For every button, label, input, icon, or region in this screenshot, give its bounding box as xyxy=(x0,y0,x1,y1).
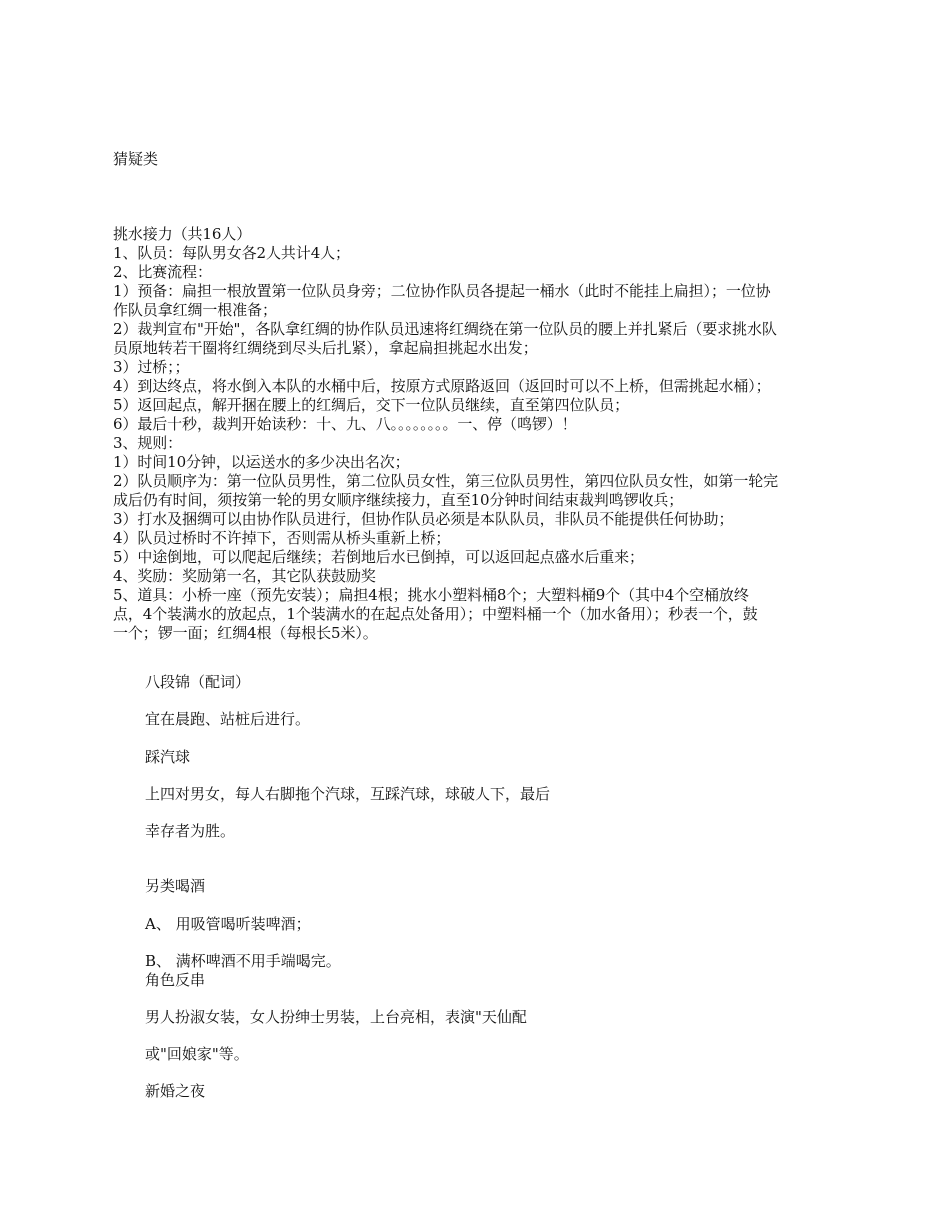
wedding-night-title: 新婚之夜 xyxy=(145,1082,206,1100)
relay-line: 2）队员顺序为：第一位队员男性，第二位队员女性，第三位队员男性，第四位队员女性，如第一轮完 xyxy=(113,472,779,490)
relay-line: 6）最后十秒，裁判开始读秒：十、九、八。。。。。。。。一、停（鸣锣）！ xyxy=(113,415,577,433)
relay-line: 1、队员：每队男女各2人共计4人； xyxy=(113,244,350,262)
relay-line: 3、规则： xyxy=(113,434,183,452)
relay-line: 5）返回起点，解开捆在腰上的红绸后，交下一位队员继续，直至第四位队员； xyxy=(113,396,630,414)
relay-line: 3）过桥；； xyxy=(113,358,190,376)
relay-line: 1）预备：扁担一根放置第一位队员身旁；二位协作队员各提起一桶水（此时不能挂上扁担）；一位协 xyxy=(113,282,771,300)
relay-line: 4）队员过桥时不许掉下，否则需从桥头重新上桥； xyxy=(113,529,451,547)
balloon-line-1: 上四对男女，每人右脚拖个汽球，互踩汽球，球破人下，最后 xyxy=(145,785,551,803)
section-title: 猜疑类 xyxy=(113,150,159,168)
relay-line: 成后仍有时间，须按第一轮的男女顺序继续接力，直至10分钟时间结束裁判鸣锣收兵； xyxy=(113,491,684,509)
role-swap-line-2: 或"回娘家"等。 xyxy=(145,1045,249,1063)
relay-line: 作队员拿红绸一根准备； xyxy=(113,301,277,319)
relay-line: 3）打水及捆绸可以由协作队员进行，但协作队员必须是本队队员，非队员不能提供任何协助； xyxy=(113,510,734,528)
role-swap-title: 角色反串 xyxy=(145,971,206,989)
relay-line: 2）裁判宣布"开始"，各队拿红绸的协作队员迅速将红绸绕在第一位队员的腰上并扎紧后（要求挑水队 xyxy=(113,320,777,338)
drinking-title: 另类喝酒 xyxy=(145,877,206,895)
relay-line: 点，4个装满水的放起点，1个装满水的在起点处备用）；中塑料桶一个（加水备用）；秒表一个，鼓 xyxy=(113,605,758,623)
relay-line: 1）时间10分钟，以运送水的多少决出名次； xyxy=(113,453,410,471)
relay-heading: 挑水接力（共16人） xyxy=(113,225,252,243)
relay-line: 4、奖励：奖励第一名，其它队获鼓励奖 xyxy=(113,567,376,585)
relay-line: 5、道具：小桥一座（预先安装）；扁担4根；挑水小塑料桶8个；大塑料桶9个（其中4个空桶放终 xyxy=(113,586,749,604)
relay-line: 4）到达终点，将水倒入本队的水桶中后，按原方式原路返回（返回时可以不上桥，但需挑起水桶）； xyxy=(113,377,771,395)
role-swap-line-1: 男人扮淑女装，女人扮绅士男装，上台亮相，表演"天仙配 xyxy=(145,1008,527,1026)
drinking-item-a: A、 用吸管喝听装啤酒； xyxy=(145,915,311,933)
relay-line: 5）中途倒地，可以爬起后继续；若倒地后水已倒掉，可以返回起点盛水后重来； xyxy=(113,548,644,566)
baduanjin-note: 宜在晨跑、站桩后进行。 xyxy=(145,710,311,728)
relay-line: 2、比赛流程： xyxy=(113,263,212,281)
relay-line: 一个；锣一面；红绸4根（每根长5米）。 xyxy=(113,624,378,642)
balloon-line-2: 幸存者为胜。 xyxy=(145,822,236,840)
relay-rules-block xyxy=(113,225,843,643)
relay-line: 员原地转若干圈将红绸绕到尽头后扎紧），拿起扁担挑起水出发； xyxy=(113,339,538,357)
balloon-title: 踩汽球 xyxy=(145,748,191,766)
drinking-item-b: B、 满杯啤酒不用手端喝完。 xyxy=(145,952,341,970)
baduanjin-title: 八段锦（配词） xyxy=(145,673,251,691)
